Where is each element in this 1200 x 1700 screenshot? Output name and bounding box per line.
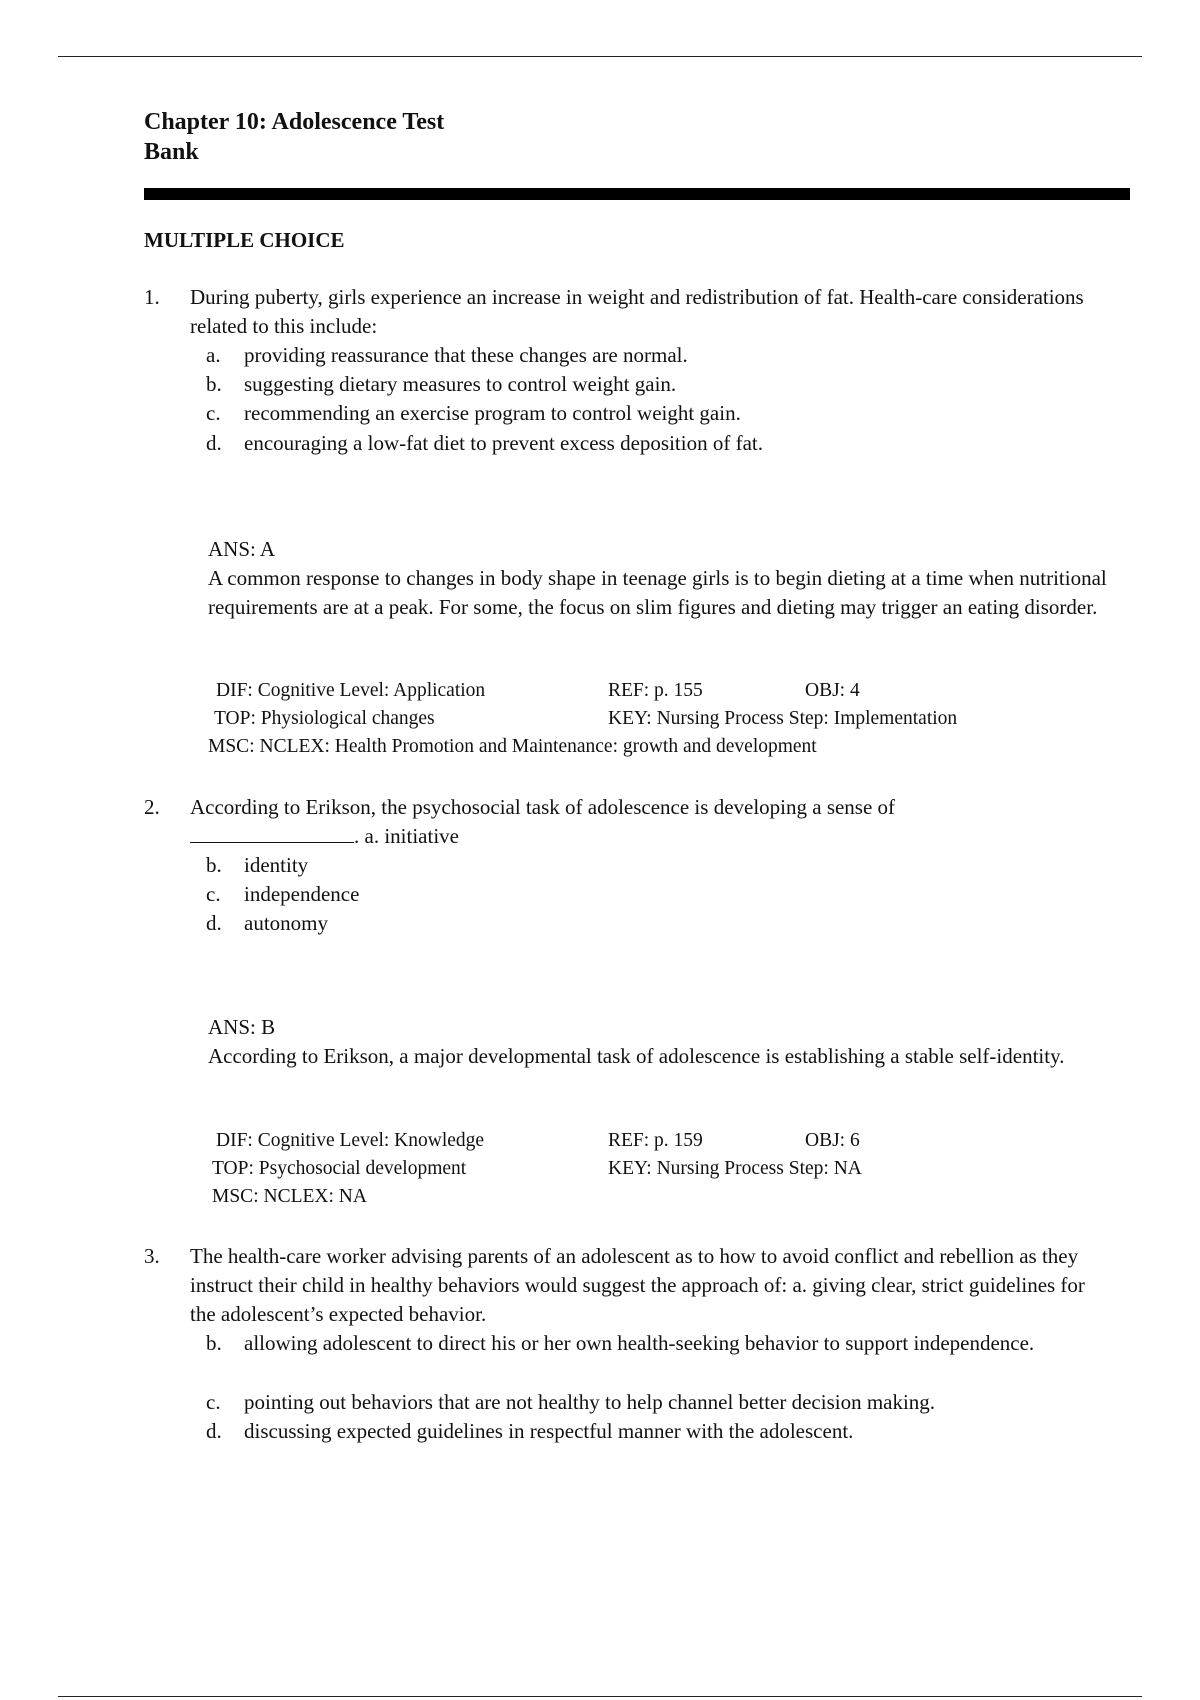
meta-reference: REF: p. 159 [608,1130,703,1151]
meta-msc: MSC: NCLEX: Health Promotion and Maintenance: growth and development [208,736,817,757]
meta-reference: REF: p. 155 [608,680,703,701]
option-letter: d. [206,911,222,935]
option-text: providing reassurance that these changes are normal. [244,343,688,367]
option-letter: d. [206,1419,222,1443]
option-letter: d. [206,431,222,455]
bottom-rule [58,1696,1142,1697]
option-letter: b. [206,372,222,396]
answer-rationale: A common response to changes in body shape in teenage girls is to begin dieting at a time when nutritional requirements are at a peak. For some, the focus on slim figures and dieting may trigger an eating disorder. [208,566,1107,619]
option-letter: b. [206,853,222,877]
option-item [206,1417,1086,1446]
title-divider [144,188,1130,200]
question-stem: The health-care worker advising parents of an adolescent as to how to avoid conflict and rebellion as they instruct their child in healthy behaviors would suggest the approach of: a. giving clear, strict guidelines for the adolescent’s expected behavior. [190,1244,1085,1326]
meta-key: KEY: Nursing Process Step: NA [608,1158,862,1179]
meta-difficulty: DIF: Cognitive Level: Application [216,680,486,701]
meta-difficulty: DIF: Cognitive Level: Knowledge [216,1130,485,1151]
option-item [206,880,1086,909]
option-item [206,1329,1086,1358]
meta-key: KEY: Nursing Process Step: Implementation [608,708,958,729]
option-text: . a. initiative [354,824,459,848]
top-rule [58,56,1142,57]
meta-topic: TOP: Psychosocial development [212,1158,467,1179]
meta-objective: OBJ: 4 [805,680,860,701]
option-text: pointing out behaviors that are not healthy to help channel better decision making. [244,1390,936,1414]
option-item [206,399,1086,428]
fill-in-blank [190,824,354,843]
option-item [206,341,1086,370]
answer-key: ANS: B [208,1015,276,1039]
option-item [206,909,1086,938]
meta-objective: OBJ: 6 [805,1130,860,1151]
option-letter: c. [206,882,221,906]
option-item [206,370,1086,399]
question-number: 3. [144,1244,160,1268]
option-text: identity [244,853,309,877]
option-text: allowing adolescent to direct his or her own health-seeking behavior to support independence. [244,1331,1035,1355]
option-item [206,1388,1086,1417]
answer-key: ANS: A [208,537,276,561]
meta-topic: TOP: Physiological changes [214,708,435,729]
answer-blank-line [190,822,459,851]
option-letter: a. [206,343,221,367]
option-text: encouraging a low-fat diet to prevent excess deposition of fat. [244,431,763,455]
section-heading: MULTIPLE CHOICE [144,228,345,252]
option-item [206,429,1086,458]
option-letter: c. [206,1390,221,1414]
option-letter: b. [206,1331,222,1355]
question-number: 2. [144,795,160,819]
meta-msc: MSC: NCLEX: NA [212,1186,367,1207]
question-number: 1. [144,285,160,309]
option-item [206,851,1086,880]
option-text: autonomy [244,911,328,935]
option-text: recommending an exercise program to control weight gain. [244,401,741,425]
option-letter: c. [206,401,221,425]
option-text: suggesting dietary measures to control weight gain. [244,372,677,396]
page-title: Chapter 10: Adolescence Test Bank [144,109,445,165]
question-stem: According to Erikson, the psychosocial task of adolescence is developing a sense of [190,795,896,819]
question-stem: During puberty, girls experience an increase in weight and redistribution of fat. Health-care considerations related to this include: [190,285,1084,338]
answer-rationale: According to Erikson, a major developmental task of adolescence is establishing a stable self-identity. [208,1044,1065,1068]
option-text: independence [244,882,360,906]
option-text: discussing expected guidelines in respectful manner with the adolescent. [244,1419,854,1443]
